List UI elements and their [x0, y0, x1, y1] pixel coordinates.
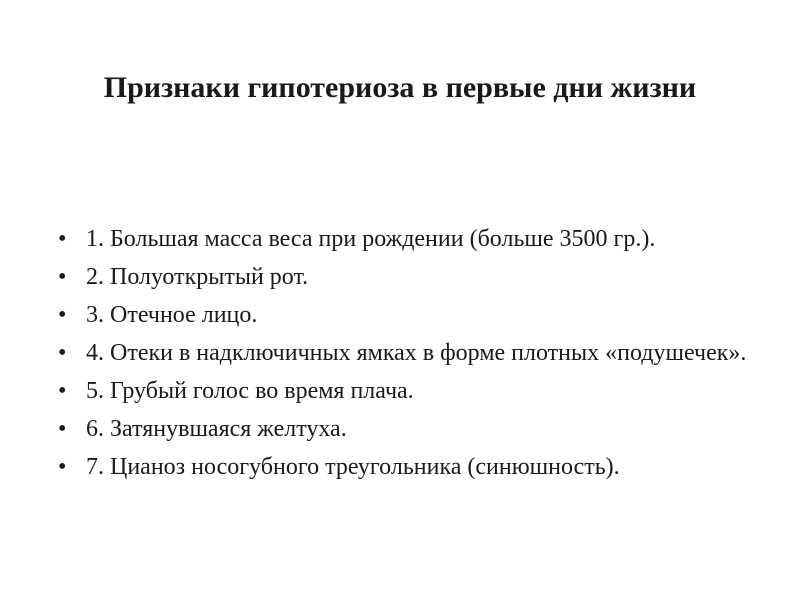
list-item	[58, 262, 758, 292]
bullet-list	[58, 224, 758, 490]
list-item-text: 3. Отечное лицо.	[86, 302, 258, 328]
bullet-icon: •	[58, 454, 67, 480]
list-item-text: 6. Затянувшаяся желтуха.	[86, 416, 347, 442]
list-item	[58, 452, 758, 482]
list-item-text: 5. Грубый голос во время плача.	[86, 378, 414, 404]
list-item-text: 2. Полуоткрытый рот.	[86, 264, 309, 290]
bullet-icon: •	[58, 416, 67, 442]
list-item	[58, 376, 758, 406]
bullet-icon: •	[58, 340, 67, 366]
list-item	[58, 338, 758, 368]
bullet-icon: •	[58, 264, 67, 290]
bullet-icon: •	[58, 378, 67, 404]
list-item	[58, 224, 758, 254]
list-item	[58, 414, 758, 444]
bullet-icon: •	[58, 226, 67, 252]
bullet-icon: •	[58, 302, 67, 328]
slide-title: Признаки гипотериоза в первые дни жизни	[103, 71, 697, 104]
list-item-text: 4. Отеки в надключичных ямках в форме плотных «подушечек».	[86, 340, 747, 366]
list-item-text: 1. Большая масса веса при рождении (больше 3500 гр.).	[86, 226, 656, 252]
list-item	[58, 300, 758, 330]
list-item-text: 7. Цианоз носогубного треугольника (синюшность).	[86, 454, 620, 480]
